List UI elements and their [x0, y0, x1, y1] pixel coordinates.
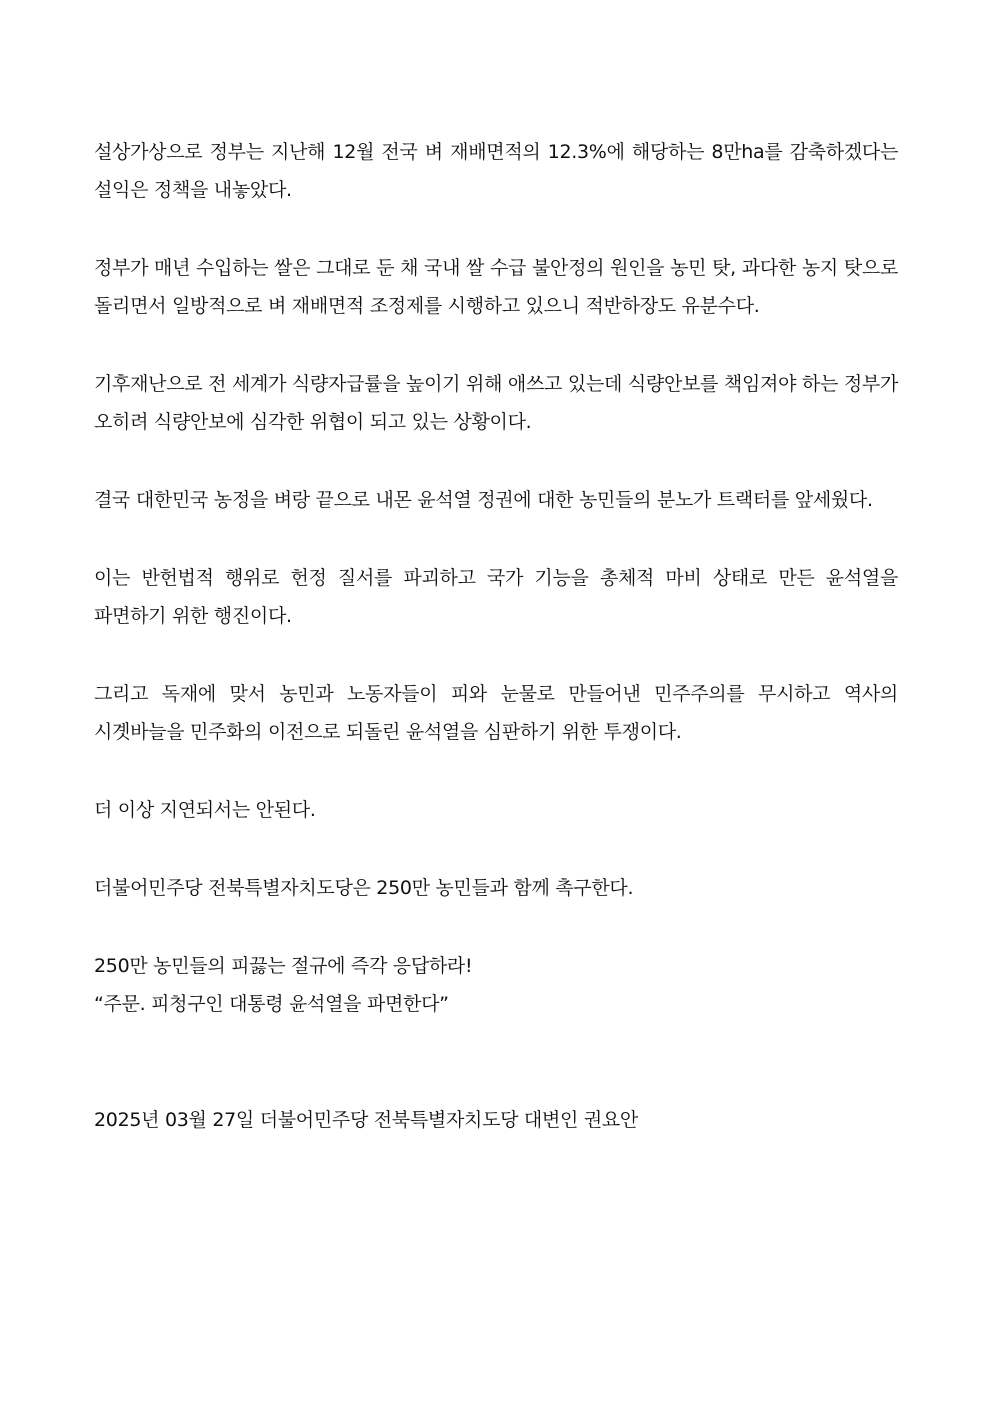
paragraph-rice-acreage-reduction: 설상가상으로 정부는 지난해 12월 전국 벼 재배면적의 12.3%에 해당하는 8만ha를 감축하겠다는 설익은 정책을 내놓았다. — [94, 141, 898, 201]
paragraph-march-purpose: 이는 반헌법적 행위로 헌정 질서를 파괴하고 국가 기능을 총체적 마비 상태로 만든 윤석열을 파면하기 위한 행진이다. — [94, 567, 898, 627]
closing-quote: “주문. 피청구인 대통령 윤석열을 파면한다” — [94, 993, 449, 1015]
spacer — [94, 1023, 898, 1101]
paragraph-struggle: 그리고 독재에 맞서 농민과 노동자들이 피와 눈물로 만들어낸 민주주의를 무시하고 역사의 시곗바늘을 민주화의 이전으로 되돌린 윤석열을 심판하기 위한 투쟁이다. — [94, 683, 898, 743]
closing-call: 250만 농민들의 피끓는 절규에 즉각 응답하라! — [94, 955, 473, 977]
paragraph-food-security: 기후재난으로 전 세계가 식량자급률을 높이기 위해 애쓰고 있는데 식량안보를 책임져야 하는 정부가 오히려 식량안보에 심각한 위협이 되고 있는 상황이다. — [94, 373, 898, 433]
signature-line: 2025년 03월 27일 더불어민주당 전북특별자치도당 대변인 권요안 — [94, 1109, 638, 1131]
paragraph-farmers-anger: 결국 대한민국 농정을 벼랑 끝으로 내몬 윤석열 정권에 대한 농민들의 분노가 트랙터를 앞세웠다. — [94, 489, 873, 511]
document-body — [94, 133, 898, 1139]
paragraph-rice-import-blame: 정부가 매년 수입하는 쌀은 그대로 둔 채 국내 쌀 수급 불안정의 원인을 농민 탓, 과다한 농지 탓으로 돌리면서 일방적으로 벼 재배면적 조정제를 시행하고 있으니 적반하장도 유분수다. — [94, 257, 898, 317]
paragraph-demand: 더불어민주당 전북특별자치도당은 250만 농민들과 함께 촉구한다. — [94, 877, 634, 899]
paragraph-no-delay: 더 이상 지연되서는 안된다. — [94, 799, 316, 821]
